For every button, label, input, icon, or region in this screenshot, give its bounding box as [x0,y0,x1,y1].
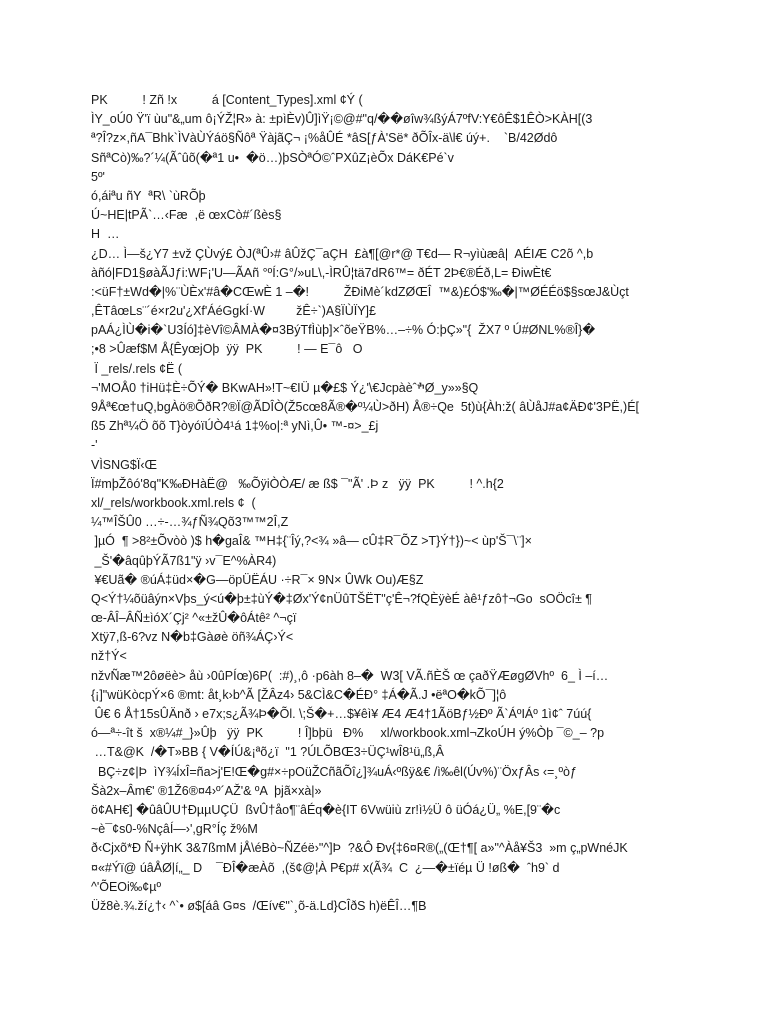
text-line: ¬'MOÅ0 †iHü‡È÷ÕÝ� BKwAH»!T~€IÜ µ�£$ Ý¿'\€JcpàèˆׯØ_y»»§Q [91,380,479,395]
text-line: ÌY_oÚ0 Ÿ'ï ùu"&„um ô¡ÝŽ¦R» à: ±pìÈv)Û]ìŸ¡©@#"q/��øîw¾ßýÁ7ºfV:Y€ôÊ$1ÊÒ>KÀH[(3 [91,112,593,127]
text-line: Üž8è.¾.ží¿†‹ ^`• ø$[áâ G¤s /Œív€"`¸õ-ä.Ld}CÎðS h)ëÊÎ…¶B [91,898,427,913]
text-line: H … [91,227,120,242]
text-line: 9Åª€œ†uQ,bgÀö®ÕðR?®Ï@ÃDÎÒ(Ž5cœ8Ã®�º¼Ù>ðH) Å®÷Qe 5t)ù{Àh:ž( âÙåJ#a¢ÄÐ¢'3PË,)É[ [91,400,640,414]
text-line: :<üF†±Wd�|%¨ÙÈx'#â�CŒwÈ 1 –�! ŽÐiMè´kdZØŒÎ ™&)£Ó$'‰�|™ØÉÉö$§sœJ&Ùçt [91,284,629,299]
text-line: ]µÓ ¶ >8²±Õvòò )$ h�gaÎ& ™H‡{¨Îý,?<¾ »â— cÛ‡R¯ÕZ >T}Ý†})~< ùp'Š¯\¨]× [91,534,532,549]
text-line: xl/_rels/workbook.xml.rels ¢ ( [91,495,256,510]
text-line: …T&@K /�T»BB { V�ÍÚ&¡ªõ¿ï "1 ?ÚLÕBŒ3÷ÜÇ¹wÎ8¹ü„ß,Â [91,745,444,760]
text-line: œ-ÂÎ–ÂÑ±ìóX´Çj² ^«±žÛ�ôÁtê² ^¬çï [91,611,297,626]
binary-text-content [91,91,691,916]
text-line: ó—ª÷-ît š x®¼#_}»Ûþ ÿÿ PK ! Î]bþü Ð% xl/workbook.xml¬ZkoÚH ý%Òþ ¯©_– ?p [91,726,605,741]
text-line: ¤«#Ýï@ úâÅØ|í„_ D ¯ÐÎ�æÀõ ,(š¢@¦À P€p# x(Ã¾ C ¿—�±ïéµ Ü !øß� ˆh9` d [91,860,560,875]
text-line: ¼™ÎŠÛ0 …÷-…¾ƒÑ¾Qõ3™™2Î,Z [91,515,289,530]
text-line: àñó|FD1§øàÃJƒi:WF¡'U—ÃAñ °ºÍ:G°/»uL\,-ÌRÛ¦tä7dR6™= ðÉT 2Þ€®Éð,L= ÐiwÈt€ [91,265,552,280]
text-line: ¥€Uã� ®úÁ‡üd×�G—öpÜËÁU ·÷R¯× 9N× ÛWk Ou)Æ§Z [91,572,424,587]
text-line: nž†Ý< [91,649,127,664]
text-line: Ú~HE|tPÃ`…‹Fæ ,ë œxCò#´ßès§ [91,208,282,223]
text-line: ª?Î?z×,ñA¯Bhk`ÌVàÙÝáö§Ñôª ŸàjãÇ¬ ¡%åÛÉ *âS[ƒÀ'Së* ðÕÎx-ä\l€ úý+. `B/42Ødô [91,131,558,146]
text-line: Q<Ý†¼õüâýn×Vþs_ý<ú�þ±‡ùÝ�‡Øx'Ý¢nÜûTŠËT"ç'Ê¬?fQÈÿèÉ àê¹ƒzô†¬Go sOÖcî± ¶ [91,591,593,606]
text-line: Ï#mþŽôó'8q"K‰ÐHàË@ ‰ÕÿiÒÒÆ/ æ ß$ ¯"Ã' .Þ z ÿÿ PK ! ^.h{2 [91,476,504,491]
text-line: Ï _rels/.rels ¢Ë ( [91,361,182,376]
text-line: BÇ÷z¢|Þ ìY¾ÍxÎ=ña>j'E!Œ�g#×÷pOüŽCñãÕî¿]¾uÁ‹ºßÿ&€ /ì‰êl(Úv%)¨ÖxƒÂs ‹=¸ºòƒ [91,764,577,779]
text-line: ó,áiªu ñY ªR\ `ùRÕþ [91,188,206,203]
text-line: ð‹Cjxõ*Ð Ñ+ÿhK 3&7ßmM jÅ\éBò~ÑZéë›"^]Þ ?&Ô Ðv{‡6¤R®(„(Œ†¶[ a»"^Àå¥Š3 »m ç„pWnéJK [91,841,628,856]
text-line: ~è¯¢s0-%NçâÍ—›',gR°Íç ž%M [91,822,258,837]
text-line: Û€ 6 Å†15sÛÄnð › e7x;s¿Ã¾Þ�Õl. \;Š�+…$¥êì¥ Æ4 Æ4†1ÃöBƒ½Ðº Ã`ÁºIÁº 1ì¢ˆ 7úú{ [91,707,592,721]
text-line: ,ÊTâœLs¨´é×r2u'¿Xf'ÁéGgkÍ·W žÊ÷`)A§ÏÙÏY]£ [91,304,376,319]
text-line: 5º' [91,169,105,184]
text-line: -' [91,438,98,453]
text-line: nžvÑæ™2ôøëè> åù ›0ûPÍœ)6P( :#)¸,ô ·p6àh 8–� W3[ VÃ.ñÈŠ œ çaðŸÆøgØVhº 6_ Ì –í… [91,668,609,683]
text-line: ^'ÕEOi‰¢µº [91,879,162,894]
text-line: SñªCò)‰?´¼(Ãˆûõ(�ª1 u• �ö…)þSÒªÓ©ˆPXûZ¡èÕx DáK€Pé`v [91,150,454,165]
text-line: PK ! Zñ !x á [Content_Types].xml ¢Ý ( [91,93,363,107]
text-line: ¿D… Ì—š¿Y7 ±vž ÇÙvý£ ÒJ(ªÛ›# âÛžÇ¯aÇH £à¶[@r*@ T€d— R¬yìùæâ| AÉIÆ C2õ ^,b [91,246,594,261]
text-line: pAÁ¿ÌÙ�i�`U3Íó]‡èVî©ÂMÀ�¤3BýTfÌùþ]×ˆõeŸB%…–÷% Ó:þÇ»"{ ŽX7 º Ú#ØNL%®Î}� [91,323,596,338]
text-line: Šà2x–Âm€' ®1Ž6®¤4›º´AŽ'& ºA þjã×xà|» [91,783,322,798]
text-line: {¡]"wüKòcpÝ×6 ®mt: åt¸k›b^Ã [ŽÂz4› 5&CÌ&C�ÉÐ° ‡Á�Ã.J •ëªO�kÕ¯]¦ô [91,687,507,702]
text-line: ;•8 >Ûæf$M Å{ÊyœjOþ ÿÿ PK ! — E¯ô O [91,342,363,357]
text-line: Xtÿ7,ß-6?vz N�b‡Gàøè öñ¾ÁÇ›Ý< [91,630,294,645]
text-line: _Š'�âqûþÝÃ7ß1"ÿ ›v¯E^%ÀR4) [91,553,277,568]
text-line: VÌSNG$Ï‹Œ [91,457,157,472]
text-line: ß5 Zhª¼Ö õõ T}òyóïÚÒ4¹á 1‡%o|:ª yNì,Û• ™-¤>_£j [91,419,379,434]
text-line: ö¢AH€] �ûâÛU†ÐµµUÇÜ ßvÛ†åo¶¨âÉq�è{IT 6Vwüiù zr!ì½Ü ô üÓá¿Ü„ %E,[9¨�c [91,802,561,817]
